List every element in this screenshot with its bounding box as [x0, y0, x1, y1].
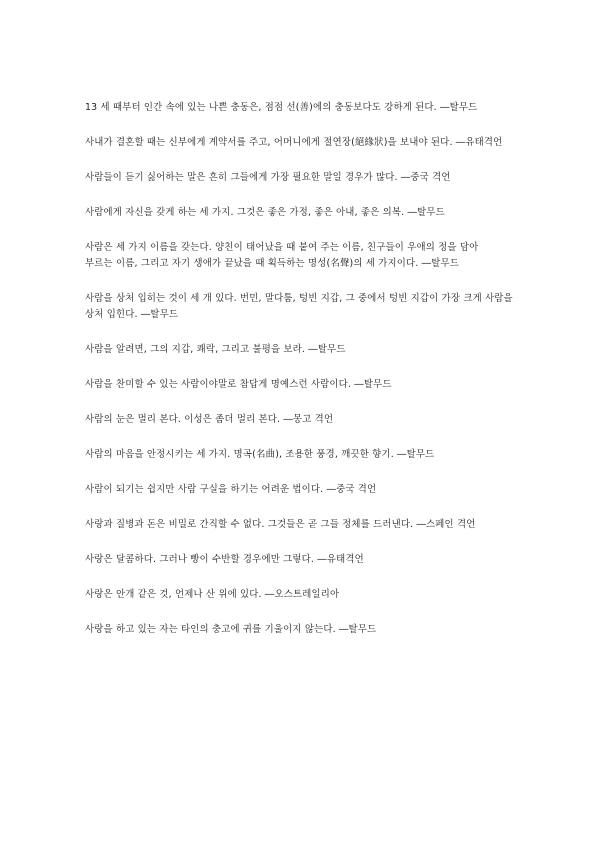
quote-list: [85, 100, 515, 657]
quote-line: 사람을 알려면, 그의 지갑, 쾌락, 그리고 불평을 보라. ―탈무드: [85, 344, 346, 355]
quote-paragraph: [85, 100, 515, 116]
quote-line: 사람의 마음을 안정시키는 세 가지. 명곡(名曲), 조용한 풍경, 깨끗한 향기. ―탈무드: [85, 449, 435, 460]
quote-line: 사람이 되기는 쉽지만 사람 구실을 하기는 어려운 법이다. ―중국 격언: [85, 484, 377, 495]
quote-line: 사랑과 질병과 돈은 비밀로 간직할 수 없다. 그것들은 곧 그들 정체를 드러낸다. ―스페인 격언: [85, 519, 476, 530]
quote-paragraph: [85, 622, 515, 638]
quote-paragraph: [85, 552, 515, 568]
quote-paragraph: [85, 377, 515, 393]
quote-paragraph: [85, 482, 515, 498]
quote-paragraph: [85, 342, 515, 358]
quote-line: 사랑은 안개 같은 것, 언제나 산 위에 있다. ―오스트레일리아: [85, 589, 340, 600]
quote-paragraph: [85, 517, 515, 533]
quote-paragraph: [85, 205, 515, 221]
quote-line: 사람을 상처 입히는 것이 세 개 있다. 번민, 말다툼, 텅빈 지갑, 그 중에서 텅빈 지갑이 가장 크게 사람을 상처 입힌다. ―탈무드: [85, 293, 513, 320]
quote-line: 사랑을 하고 있는 자는 타인의 충고에 귀를 기울이지 않는다. ―탈무드: [85, 624, 377, 635]
quote-line: 사람의 눈은 멀리 본다. 이성은 좀더 멀리 본다. ―몽고 격언: [85, 414, 334, 425]
quote-line: 사람들이 듣기 싫어하는 말은 흔히 그들에게 가장 필요한 말일 경우가 많다. ―중국 격언: [85, 172, 451, 183]
quote-line: 사람에게 자신을 갖게 하는 세 가지. 그것은 좋은 가정, 좋은 아내, 좋은 의복. ―탈무드: [85, 207, 445, 218]
quote-paragraph: [85, 170, 515, 186]
quote-paragraph: [85, 291, 515, 323]
quote-line: 사람은 세 가지 이름을 갖는다. 양친이 태어났을 때 붙여 주는 이름, 친구들이 우애의 정을 담아: [85, 242, 479, 253]
quote-line: 부르는 이름, 그리고 자기 생애가 끝났을 때 획득하는 명성(名聲)의 세 가지이다. ―탈무드: [85, 258, 459, 269]
quote-paragraph: [85, 135, 515, 151]
quote-line: 13 세 때부터 인간 속에 있는 나쁜 충동은, 점점 선(善)에의 충동보다도 강하게 된다. ―탈무드: [85, 102, 478, 113]
quote-paragraph: [85, 447, 515, 463]
quote-line: 사랑은 달콤하다. 그러나 빵이 수반할 경우에만 그렇다. ―유태격언: [85, 554, 364, 565]
quote-paragraph: [85, 240, 515, 272]
quote-line: 사내가 결혼할 때는 신부에게 계약서를 주고, 어머니에게 절연장(絕緣狀)을 보내야 된다. ―유태격언: [85, 137, 503, 148]
quote-paragraph: [85, 412, 515, 428]
quote-paragraph: [85, 587, 515, 603]
quote-line: 사람을 찬미할 수 있는 사람이야말로 참답게 명예스런 사람이다. ―탈무드: [85, 379, 392, 390]
